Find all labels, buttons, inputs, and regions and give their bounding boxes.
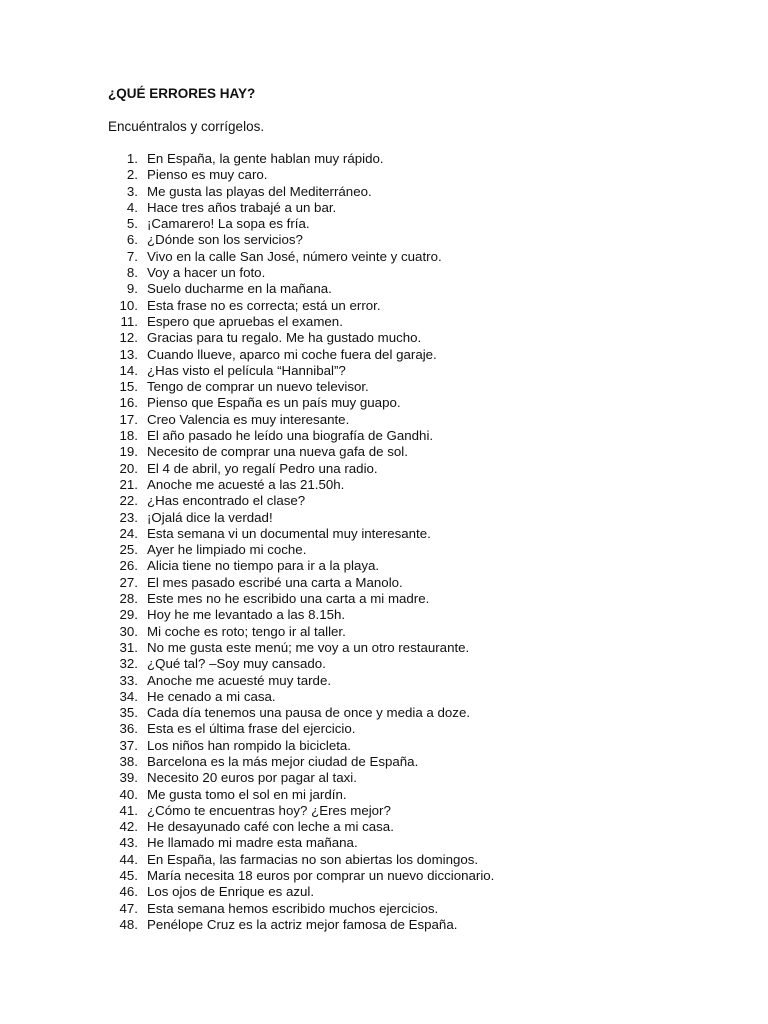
item-sentence: Necesito de comprar una nueva gafa de sol. bbox=[147, 444, 408, 460]
list-item bbox=[108, 558, 494, 574]
list-item bbox=[108, 803, 494, 819]
list-item bbox=[108, 363, 494, 379]
item-number: 44. bbox=[119, 851, 138, 867]
list-item bbox=[108, 477, 494, 493]
item-number: 36. bbox=[119, 721, 138, 737]
list-item bbox=[108, 819, 494, 835]
item-sentence: María necesita 18 euros por comprar un nuevo diccionario. bbox=[147, 868, 495, 884]
list-item bbox=[108, 656, 494, 672]
list-item bbox=[108, 395, 494, 411]
list-item bbox=[108, 770, 494, 786]
list-item bbox=[108, 314, 494, 330]
item-sentence: No me gusta este menú; me voy a un otro restaurante. bbox=[147, 639, 470, 655]
item-number: 9. bbox=[126, 281, 138, 297]
list-item bbox=[108, 738, 494, 754]
item-number: 5. bbox=[126, 216, 138, 232]
item-sentence: El 4 de abril, yo regalí Pedro una radio. bbox=[147, 460, 378, 476]
item-number: 1. bbox=[126, 151, 138, 166]
item-sentence: Voy a hacer un foto. bbox=[147, 265, 266, 281]
item-sentence: Mi coche es roto; tengo ir al taller. bbox=[147, 623, 346, 639]
list-item bbox=[108, 347, 494, 363]
item-sentence: Me gusta las playas del Mediterráneo. bbox=[147, 183, 372, 199]
item-sentence: Los ojos de Enrique es azul. bbox=[147, 884, 315, 900]
list-item bbox=[108, 624, 494, 640]
item-number: 14. bbox=[119, 362, 138, 378]
item-sentence: Alicia tiene no tiempo para ir a la playa. bbox=[147, 558, 380, 574]
item-sentence: Necesito 20 euros por pagar al taxi. bbox=[147, 770, 357, 786]
item-sentence: Tengo de comprar un nuevo televisor. bbox=[147, 379, 369, 395]
item-sentence: Anoche me acuesté muy tarde. bbox=[147, 672, 332, 688]
item-sentence: En España, las farmacias no son abiertas los domingos. bbox=[147, 851, 479, 867]
list-item bbox=[108, 510, 494, 526]
list-item bbox=[108, 184, 494, 200]
list-item bbox=[108, 200, 494, 216]
list-item bbox=[108, 167, 494, 183]
item-sentence: El mes pasado escribé una carta a Manolo. bbox=[147, 574, 403, 590]
item-sentence: Esta semana vi un documental muy interesante. bbox=[147, 525, 431, 541]
item-sentence: Anoche me acuesté a las 21.50h. bbox=[147, 476, 345, 492]
item-sentence: Esta semana hemos escribido muchos ejercicios. bbox=[147, 900, 439, 916]
item-number: 23. bbox=[119, 509, 138, 525]
item-number: 43. bbox=[119, 835, 138, 851]
list-item bbox=[108, 575, 494, 591]
item-number: 47. bbox=[119, 900, 138, 916]
item-number: 18. bbox=[119, 428, 138, 444]
item-sentence: Hace tres años trabajé a un bar. bbox=[147, 199, 337, 215]
item-sentence: He desayunado café con leche a mi casa. bbox=[147, 819, 394, 835]
item-sentence: Esta frase no es correcta; está un error. bbox=[147, 297, 381, 313]
list-item bbox=[108, 379, 494, 395]
list-item bbox=[108, 884, 494, 900]
item-number: 2. bbox=[126, 167, 138, 183]
list-item bbox=[108, 754, 494, 770]
item-number: 20. bbox=[119, 460, 138, 476]
item-number: 12. bbox=[119, 330, 138, 346]
item-sentence: Pienso que España es un país muy guapo. bbox=[147, 395, 401, 411]
item-number: 7. bbox=[126, 248, 138, 264]
item-number: 37. bbox=[119, 737, 138, 753]
item-number: 46. bbox=[119, 884, 138, 900]
list-item bbox=[108, 216, 494, 232]
item-sentence: Cuando llueve, aparco mi coche fuera del garaje. bbox=[147, 346, 437, 362]
list-item bbox=[108, 493, 494, 509]
list-item bbox=[108, 281, 494, 297]
item-number: 15. bbox=[119, 379, 138, 395]
item-sentence: Penélope Cruz es la actriz mejor famosa de España. bbox=[147, 916, 458, 932]
item-sentence: Gracias para tu regalo. Me ha gustado mucho. bbox=[147, 330, 422, 346]
item-sentence: Espero que apruebas el examen. bbox=[147, 313, 343, 329]
item-sentence: En España, la gente hablan muy rápido. bbox=[147, 151, 384, 166]
list-item bbox=[108, 787, 494, 803]
list-item bbox=[108, 689, 494, 705]
item-number: 21. bbox=[119, 476, 138, 492]
item-number: 22. bbox=[119, 493, 138, 509]
item-sentence: El año pasado he leído una biografía de Gandhi. bbox=[147, 428, 434, 444]
item-number: 39. bbox=[119, 770, 138, 786]
list-item bbox=[108, 721, 494, 737]
item-sentence: ¿Qué tal? –Soy muy cansado. bbox=[147, 656, 326, 672]
item-number: 35. bbox=[119, 705, 138, 721]
list-item bbox=[108, 835, 494, 851]
item-sentence: Este mes no he escribido una carta a mi madre. bbox=[147, 591, 430, 607]
list-item bbox=[108, 526, 494, 542]
item-number: 26. bbox=[119, 558, 138, 574]
list-item bbox=[108, 428, 494, 444]
item-sentence: Barcelona es la más mejor ciudad de España. bbox=[147, 753, 419, 769]
list-item bbox=[108, 607, 494, 623]
item-sentence: Vivo en la calle San José, número veinte y cuatro. bbox=[147, 248, 442, 264]
item-sentence: ¡Camarero! La sopa es fría. bbox=[147, 216, 310, 232]
list-item bbox=[108, 917, 494, 933]
instruction-text: Encuéntralos y corrígelos. bbox=[108, 119, 265, 134]
list-item bbox=[108, 151, 494, 167]
item-number: 8. bbox=[126, 265, 138, 281]
item-number: 42. bbox=[119, 819, 138, 835]
item-number: 25. bbox=[119, 542, 138, 558]
item-number: 31. bbox=[119, 639, 138, 655]
item-number: 19. bbox=[119, 444, 138, 460]
list-item bbox=[108, 444, 494, 460]
item-sentence: ¿Has visto el película “Hannibal”? bbox=[147, 362, 346, 378]
item-number: 10. bbox=[119, 297, 138, 313]
list-item bbox=[108, 298, 494, 314]
page-title: ¿QUÉ ERRORES HAY? bbox=[108, 86, 256, 101]
item-number: 6. bbox=[126, 232, 138, 248]
item-number: 16. bbox=[119, 395, 138, 411]
item-sentence: He cenado a mi casa. bbox=[147, 688, 276, 704]
item-number: 13. bbox=[119, 346, 138, 362]
item-sentence: Los niños han rompido la bicicleta. bbox=[147, 737, 352, 753]
item-number: 40. bbox=[119, 786, 138, 802]
item-number: 45. bbox=[119, 868, 138, 884]
item-number: 3. bbox=[126, 183, 138, 199]
item-number: 27. bbox=[119, 574, 138, 590]
item-number: 34. bbox=[119, 688, 138, 704]
item-sentence: Cada día tenemos una pausa de once y media a doze. bbox=[147, 705, 471, 721]
list-item bbox=[108, 673, 494, 689]
list-item bbox=[108, 461, 494, 477]
list-item bbox=[108, 901, 494, 917]
item-sentence: ¿Has encontrado el clase? bbox=[147, 493, 306, 509]
item-sentence: Pienso es muy caro. bbox=[147, 167, 268, 183]
list-item bbox=[108, 232, 494, 248]
item-sentence: Creo Valencia es muy interesante. bbox=[147, 411, 350, 427]
item-sentence: ¿Cómo te encuentras hoy? ¿Eres mejor? bbox=[147, 802, 391, 818]
list-item bbox=[108, 249, 494, 265]
item-sentence: ¿Dónde son los servicios? bbox=[147, 232, 303, 248]
item-sentence: ¡Ojalá dice la verdad! bbox=[147, 509, 273, 525]
list-item bbox=[108, 852, 494, 868]
item-sentence: Ayer he limpiado mi coche. bbox=[147, 542, 307, 558]
list-item bbox=[108, 591, 494, 607]
item-number: 4. bbox=[126, 199, 138, 215]
item-sentence: Esta es el última frase del ejercicio. bbox=[147, 721, 356, 737]
item-number: 33. bbox=[119, 672, 138, 688]
list-item bbox=[108, 868, 494, 884]
item-number: 17. bbox=[119, 411, 138, 427]
list-item bbox=[108, 640, 494, 656]
item-number: 24. bbox=[119, 525, 138, 541]
item-sentence: Suelo ducharme en la mañana. bbox=[147, 281, 332, 297]
item-number: 30. bbox=[119, 623, 138, 639]
item-sentence: Hoy he me levantado a las 8.15h. bbox=[147, 607, 346, 623]
item-number: 41. bbox=[119, 802, 138, 818]
list-item bbox=[108, 330, 494, 346]
list-item bbox=[108, 542, 494, 558]
item-number: 29. bbox=[119, 607, 138, 623]
item-number: 11. bbox=[120, 313, 138, 329]
item-number: 28. bbox=[119, 591, 138, 607]
item-number: 32. bbox=[119, 656, 138, 672]
item-number: 48. bbox=[119, 916, 138, 932]
list-item bbox=[108, 265, 494, 281]
sentence-list bbox=[108, 151, 494, 933]
list-item bbox=[108, 412, 494, 428]
list-item bbox=[108, 705, 494, 721]
item-sentence: He llamado mi madre esta mañana. bbox=[147, 835, 358, 851]
item-number: 38. bbox=[119, 753, 138, 769]
item-sentence: Me gusta tomo el sol en mi jardín. bbox=[147, 786, 347, 802]
